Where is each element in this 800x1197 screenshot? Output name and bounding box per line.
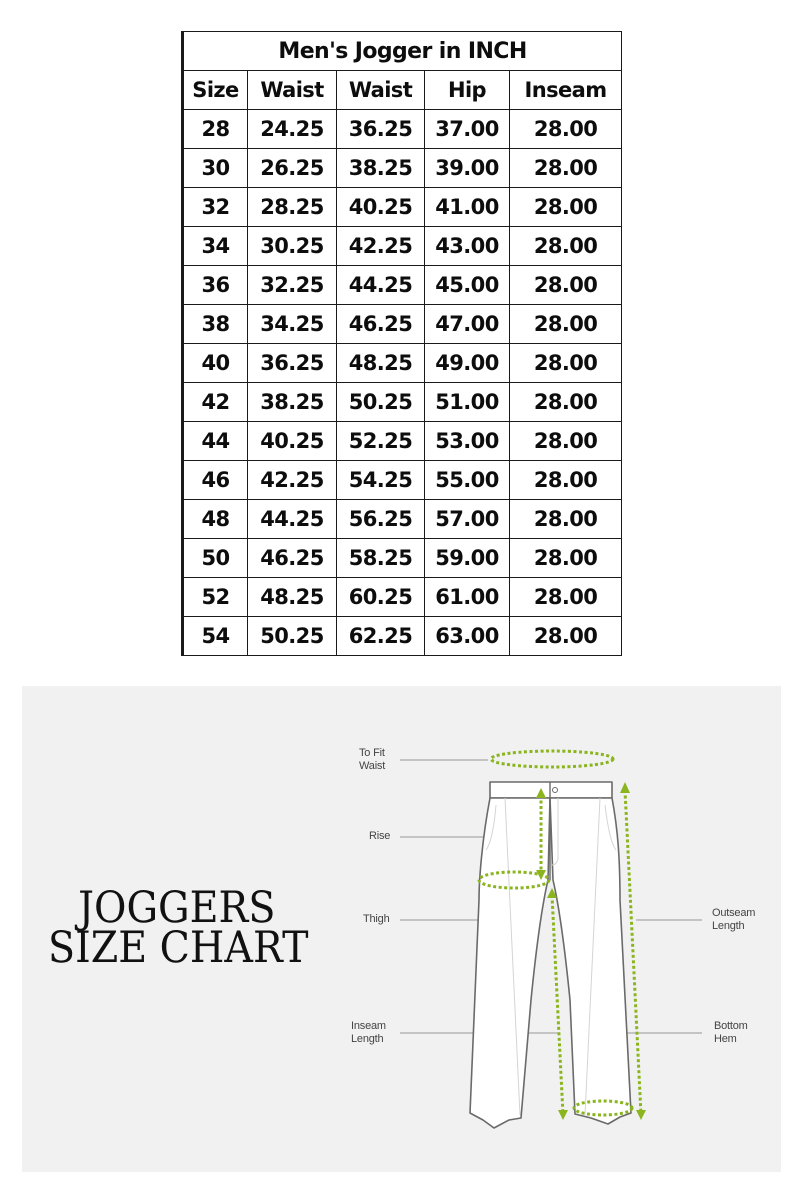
headline-line-1: JOGGERS bbox=[78, 883, 276, 933]
cell-size: 48 bbox=[183, 500, 248, 539]
cell-size: 30 bbox=[183, 149, 248, 188]
cell-waist-2: 40.25 bbox=[337, 188, 425, 227]
cell-waist: 38.25 bbox=[248, 383, 337, 422]
cell-waist-2: 60.25 bbox=[337, 578, 425, 617]
cell-inseam: 28.00 bbox=[510, 539, 622, 578]
cell-waist: 46.25 bbox=[248, 539, 337, 578]
cell-size: 52 bbox=[183, 578, 248, 617]
cell-waist: 42.25 bbox=[248, 461, 337, 500]
cell-size: 44 bbox=[183, 422, 248, 461]
inseam-arrow-down-icon bbox=[558, 1110, 568, 1120]
cell-hip: 43.00 bbox=[425, 227, 510, 266]
cell-waist-2: 38.25 bbox=[337, 149, 425, 188]
cell-hip: 47.00 bbox=[425, 305, 510, 344]
cell-size: 46 bbox=[183, 461, 248, 500]
cell-inseam: 28.00 bbox=[510, 305, 622, 344]
cell-waist: 24.25 bbox=[248, 110, 337, 149]
cell-waist: 40.25 bbox=[248, 422, 337, 461]
cell-waist: 50.25 bbox=[248, 617, 337, 656]
cell-inseam: 28.00 bbox=[510, 383, 622, 422]
cell-inseam: 28.00 bbox=[510, 617, 622, 656]
cell-waist-2: 36.25 bbox=[337, 110, 425, 149]
cell-waist-2: 52.25 bbox=[337, 422, 425, 461]
cell-inseam: 28.00 bbox=[510, 110, 622, 149]
cell-waist-2: 50.25 bbox=[337, 383, 425, 422]
table-title: Men's Jogger in INCH bbox=[183, 32, 622, 71]
cell-size: 42 bbox=[183, 383, 248, 422]
cell-size: 36 bbox=[183, 266, 248, 305]
cell-waist: 36.25 bbox=[248, 344, 337, 383]
cell-size: 38 bbox=[183, 305, 248, 344]
cell-waist: 32.25 bbox=[248, 266, 337, 305]
cell-hip: 45.00 bbox=[425, 266, 510, 305]
cell-hip: 57.00 bbox=[425, 500, 510, 539]
cell-hip: 37.00 bbox=[425, 110, 510, 149]
cell-hip: 49.00 bbox=[425, 344, 510, 383]
cell-inseam: 28.00 bbox=[510, 500, 622, 539]
cell-inseam: 28.00 bbox=[510, 461, 622, 500]
cell-waist-2: 56.25 bbox=[337, 500, 425, 539]
cell-hip: 41.00 bbox=[425, 188, 510, 227]
cell-waist-2: 48.25 bbox=[337, 344, 425, 383]
cell-inseam: 28.00 bbox=[510, 149, 622, 188]
cell-waist: 34.25 bbox=[248, 305, 337, 344]
cell-hip: 59.00 bbox=[425, 539, 510, 578]
callout-to-fit-waist: To Fit Waist bbox=[359, 747, 386, 772]
cell-waist: 28.25 bbox=[248, 188, 337, 227]
cell-size: 54 bbox=[183, 617, 248, 656]
cell-waist-2: 46.25 bbox=[337, 305, 425, 344]
cell-hip: 63.00 bbox=[425, 617, 510, 656]
cell-inseam: 28.00 bbox=[510, 188, 622, 227]
cell-hip: 53.00 bbox=[425, 422, 510, 461]
cell-waist-2: 54.25 bbox=[337, 461, 425, 500]
callout-thigh: Thigh bbox=[363, 913, 390, 925]
outseam-arrow-up-icon bbox=[620, 782, 630, 793]
cell-inseam: 28.00 bbox=[510, 578, 622, 617]
column-header-waist: Waist bbox=[248, 71, 337, 110]
callout-bottom-hem: Bottom Hem bbox=[714, 1020, 748, 1045]
cell-waist-2: 58.25 bbox=[337, 539, 425, 578]
column-header-inseam: Inseam bbox=[510, 71, 622, 110]
cell-inseam: 28.00 bbox=[510, 422, 622, 461]
cell-hip: 55.00 bbox=[425, 461, 510, 500]
waist-ellipse bbox=[491, 751, 613, 767]
cell-waist: 48.25 bbox=[248, 578, 337, 617]
callout-outseam-length: Outseam Length bbox=[712, 907, 756, 932]
cell-inseam: 28.00 bbox=[510, 344, 622, 383]
headline-line-2: SIZE CHART bbox=[48, 923, 309, 973]
cell-size: 40 bbox=[183, 344, 248, 383]
column-header-size: Size bbox=[183, 71, 248, 110]
cell-size: 50 bbox=[183, 539, 248, 578]
cell-waist: 26.25 bbox=[248, 149, 337, 188]
callout-rise: Rise bbox=[369, 830, 391, 842]
cell-size: 32 bbox=[183, 188, 248, 227]
cell-waist: 44.25 bbox=[248, 500, 337, 539]
cell-hip: 51.00 bbox=[425, 383, 510, 422]
callout-inseam-length: Inseam Length bbox=[351, 1020, 386, 1045]
column-header-hip: Hip bbox=[425, 71, 510, 110]
cell-size: 28 bbox=[183, 110, 248, 149]
cell-waist-2: 42.25 bbox=[337, 227, 425, 266]
cell-waist-2: 62.25 bbox=[337, 617, 425, 656]
column-header-waist-2: Waist bbox=[337, 71, 425, 110]
cell-hip: 39.00 bbox=[425, 149, 510, 188]
cell-inseam: 28.00 bbox=[510, 266, 622, 305]
cell-hip: 61.00 bbox=[425, 578, 510, 617]
cell-size: 34 bbox=[183, 227, 248, 266]
cell-inseam: 28.00 bbox=[510, 227, 622, 266]
cell-waist: 30.25 bbox=[248, 227, 337, 266]
cell-waist-2: 44.25 bbox=[337, 266, 425, 305]
outseam-arrow-down-icon bbox=[636, 1110, 646, 1120]
